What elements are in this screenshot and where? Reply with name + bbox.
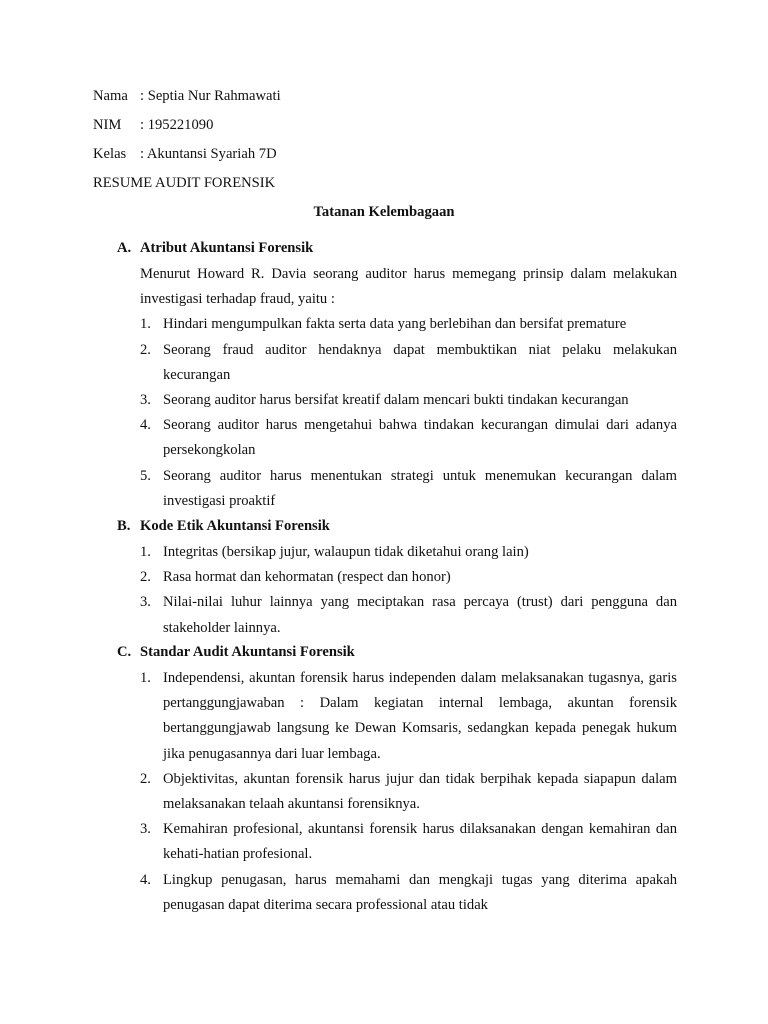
list-item — [117, 540, 677, 565]
section-a-title: Atribut Akuntansi Forensik — [140, 240, 314, 256]
list-item — [117, 312, 677, 337]
item-text: Seorang fraud auditor hendaknya dapat membuktikan niat pelaku melakukan kecurangan — [163, 341, 677, 383]
section-title: Tatanan Kelembagaan — [313, 204, 455, 220]
list-item — [117, 388, 677, 413]
kelas-value: : Akuntansi Syariah 7D — [140, 146, 277, 162]
item-number: 1. — [140, 670, 151, 686]
list-item — [117, 338, 677, 388]
section-c — [117, 641, 677, 918]
item-text: Seorang auditor harus bersifat kreatif dalam mencari bukti tindakan kecurangan — [163, 392, 629, 409]
section-b-heading — [117, 515, 677, 540]
list-item — [117, 767, 677, 817]
list-item — [117, 817, 677, 867]
list-item — [117, 565, 677, 590]
section-a-list — [117, 312, 677, 514]
item-text: Independensi, akuntan forensik harus independen dalam melaksanakan tugasnya, garis pertanggungjawaban : Dalam kegiatan internal lembaga, akuntan forensik bertanggungjawab langsung ke Dewan Komsaris, sedangkan kepada penegak hukum jika penugasannya dari luar lembaga. — [163, 670, 677, 762]
item-number: 1. — [140, 316, 151, 333]
section-b-title: Kode Etik Akuntansi Forensik — [140, 518, 330, 534]
kelas-label: Kelas — [93, 146, 127, 162]
list-item — [117, 590, 677, 640]
item-text: Kemahiran profesional, akuntansi forensik harus dilaksanakan dengan kemahiran dan kehati-hatian profesional. — [163, 821, 677, 863]
item-number: 1. — [140, 544, 151, 560]
item-number: 4. — [140, 871, 151, 888]
item-number: 4. — [140, 417, 151, 434]
section-c-list — [117, 666, 677, 918]
section-c-letter: C. — [117, 644, 132, 660]
list-item — [117, 666, 677, 767]
section-a-letter: A. — [117, 240, 132, 256]
nim-label: NIM — [93, 117, 122, 133]
item-number: 5. — [140, 467, 151, 484]
item-text: Objektivitas, akuntan forensik harus jujur dan tidak berpihak kepada siapapun dalam melaksanakan telaah akuntansi forensiknya. — [163, 770, 677, 813]
item-number: 3. — [140, 392, 151, 409]
item-number: 3. — [140, 594, 151, 611]
section-b-letter: B. — [117, 518, 131, 534]
item-number: 2. — [140, 569, 151, 586]
section-c-title: Standar Audit Akuntansi Forensik — [140, 644, 355, 660]
list-item — [117, 464, 677, 514]
section-c-heading — [117, 641, 677, 666]
item-text: Hindari mengumpulkan fakta serta data yang berlebihan dan bersifat premature — [163, 316, 627, 333]
section-a-heading — [117, 237, 677, 262]
item-number: 2. — [140, 770, 151, 787]
item-text: Seorang auditor harus mengetahui bahwa tindakan kecurangan dimulai dari adanya persekongkolan — [163, 417, 677, 459]
item-text: Lingkup penugasan, harus memahami dan mengkaji tugas yang diterima apakah penugasan dapat diterima secara professional atau tidak — [163, 871, 677, 913]
document-title: RESUME AUDIT FORENSIK — [93, 175, 276, 191]
item-number: 2. — [140, 341, 151, 358]
section-a — [117, 237, 677, 514]
section-b-list — [117, 540, 677, 641]
item-text: Seorang auditor harus menentukan strategi untuk menemukan kecurangan dalam investigasi proaktif — [163, 467, 677, 509]
item-number: 3. — [140, 821, 151, 838]
list-item — [117, 868, 677, 918]
kelas-row — [93, 144, 277, 164]
section-a-intro: Menurut Howard R. Davia seorang auditor harus memegang prinsip dalam melakukan investigasi terhadap fraud, yaitu : — [140, 266, 677, 308]
item-text: Nilai-nilai luhur lainnya yang meciptakan rasa percaya (trust) dari pengguna dan stakeholder lainnya. — [163, 594, 677, 636]
nim-value: : 195221090 — [140, 117, 214, 133]
name-value: : Septia Nur Rahmawati — [140, 88, 281, 104]
item-text: Integritas (bersikap jujur, walaupun tidak diketahui orang lain) — [163, 544, 529, 560]
nim-row — [93, 115, 213, 135]
name-label: Nama — [93, 88, 128, 104]
section-b — [117, 515, 677, 641]
list-item — [117, 413, 677, 463]
name-row — [93, 86, 281, 106]
item-text: Rasa hormat dan kehormatan (respect dan honor) — [163, 569, 451, 586]
